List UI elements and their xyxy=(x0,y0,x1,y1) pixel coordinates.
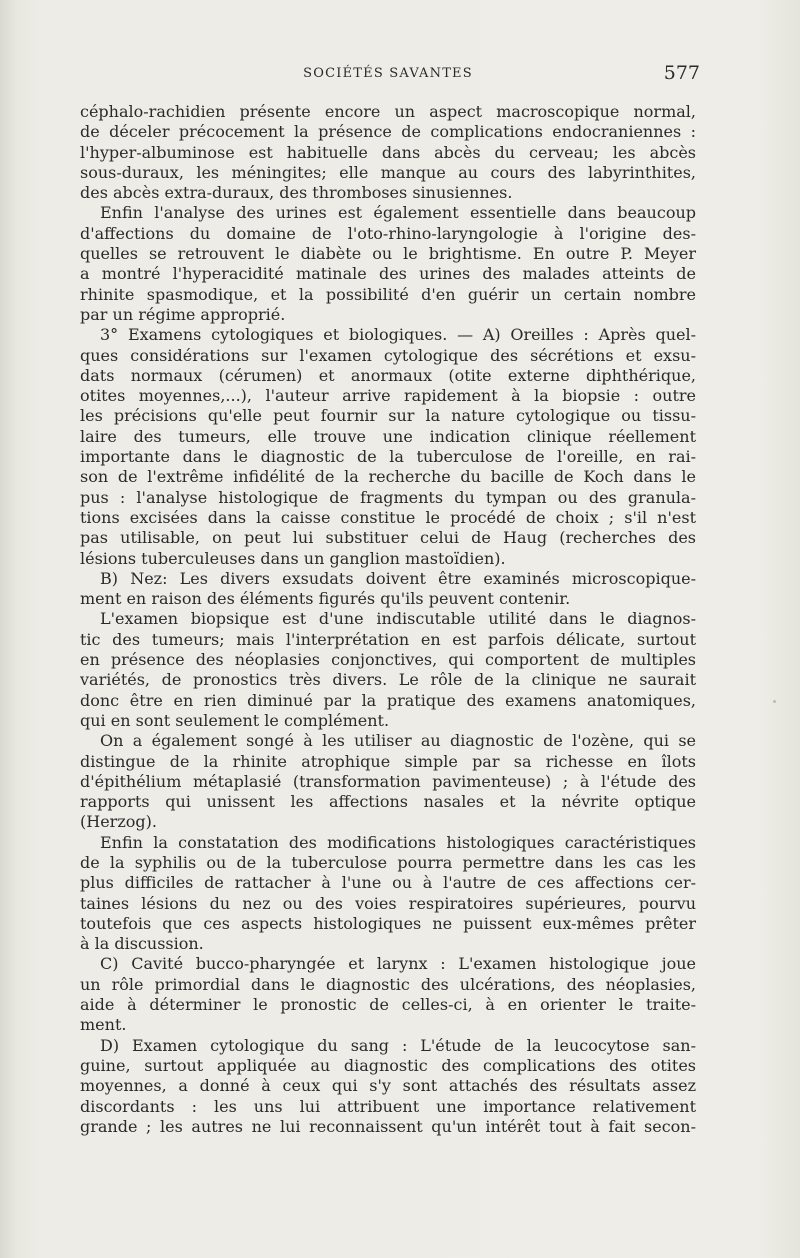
text-line: rapports qui unissent les affections nasales et la névrite optique xyxy=(80,792,696,812)
text-line: lésions tuberculeuses dans un ganglion mastoïdien). xyxy=(80,548,506,568)
text-line: sous-duraux, les méningites; elle manque au cours des labyrinthites, xyxy=(80,162,696,182)
text-line: d'affections du domaine de l'oto-rhino-laryngologie à l'origine des- xyxy=(80,223,696,243)
text-line: grande ; les autres ne lui reconnaissent qu'un intérêt tout à fait secon- xyxy=(80,1116,696,1136)
text-line: On a également songé à les utiliser au diagnostic de l'ozène, qui se xyxy=(100,731,696,751)
text-line: guine, surtout appliquée au diagnostic des complications des otites xyxy=(80,1055,696,1075)
text-line: moyennes, a donné à ceux qui s'y sont attachés des résultats assez xyxy=(80,1076,696,1096)
running-head: SOCIÉTÉS SAVANTES xyxy=(303,66,473,81)
text-line: de déceler précocement la présence de complications endocraniennes : xyxy=(80,122,696,142)
text-line: 3° Examens cytologiques et biologiques. — A) Oreilles : Après quel- xyxy=(100,325,696,345)
text-line: quelles se retrouvent le diabète ou le brightisme. En outre P. Meyer xyxy=(80,244,696,264)
text-line: l'hyper-albuminose est habituelle dans abcès du cerveau; les abcès xyxy=(80,142,696,162)
text-line: discordants : les uns lui attribuent une importance relativement xyxy=(80,1096,696,1116)
text-line: céphalo-rachidien présente encore un aspect macroscopique normal, xyxy=(80,102,696,121)
text-line: aide à déterminer le pronostic de celles-ci, à en orienter le traite- xyxy=(80,995,696,1015)
text-line: C) Cavité bucco-pharyngée et larynx : L'examen histologique joue xyxy=(100,954,696,974)
text-line: importante dans le diagnostic de la tuberculose de l'oreille, en rai- xyxy=(80,447,696,467)
text-line: distingue de la rhinite atrophique simple par sa richesse en îlots xyxy=(80,751,696,771)
text-line: toutefois que ces aspects histologiques ne puissent eux-mêmes prêter xyxy=(80,913,696,933)
text-line: (Herzog). xyxy=(80,812,157,832)
text-line: des abcès extra-duraux, des thromboses sinusiennes. xyxy=(80,183,513,203)
paper-speck xyxy=(773,700,776,703)
text-line: ment en raison des éléments figurés qu'ils peuvent contenir. xyxy=(80,589,571,609)
text-line: donc être en rien diminué par la pratique des examens anatomiques, xyxy=(80,690,696,710)
text-line: plus difficiles de rattacher à l'une ou à l'autre de ces affections cer- xyxy=(80,873,696,893)
text-line: tions excisées dans la caisse constitue le procédé de choix ; s'il n'est xyxy=(80,507,696,527)
text-line: pas utilisable, on peut lui substituer celui de Haug (recherches des xyxy=(80,528,696,548)
text-line: les précisions qu'elle peut fournir sur la nature cytologique ou tissu- xyxy=(80,406,696,426)
text-line: Enfin l'analyse des urines est également essentielle dans beaucoup xyxy=(100,203,696,223)
text-line: Enfin la constatation des modifications histologiques caractéristiques xyxy=(100,832,696,852)
text-line: laire des tumeurs, elle trouve une indication clinique réellement xyxy=(80,426,696,446)
text-line: en présence des néoplasies conjonctives, qui comportent de multiples xyxy=(80,650,696,670)
text-line: dats normaux (cérumen) et anormaux (otite externe diphthérique, xyxy=(80,365,696,385)
text-line: rhinite spasmodique, et la possibilité d'en guérir un certain nombre xyxy=(80,284,696,304)
text-line: son de l'extrême infidélité de la recherche du bacille de Koch dans le xyxy=(80,467,696,487)
text-line: qui en sont seulement le complément. xyxy=(80,710,390,730)
text-line: a montré l'hyperacidité matinale des urines des malades atteints de xyxy=(80,264,696,284)
text-line: tic des tumeurs; mais l'interprétation en est parfois délicate, surtout xyxy=(80,629,696,649)
body-text xyxy=(80,102,696,1137)
text-line: ques considérations sur l'examen cytologique des sécrétions et exsu- xyxy=(80,345,696,365)
text-line: par un régime approprié. xyxy=(80,304,286,324)
text-line: d'épithélium métaplasié (transformation pavimenteuse) ; à l'étude des xyxy=(80,771,696,791)
text-line: un rôle primordial dans le diagnostic des ulcérations, des néoplasies, xyxy=(80,974,696,994)
page-number: 577 xyxy=(663,62,700,84)
text-line: taines lésions du nez ou des voies respiratoires supérieures, pourvu xyxy=(80,893,696,913)
text-line: de la syphilis ou de la tuberculose pourra permettre dans les cas les xyxy=(80,852,696,872)
text-line: D) Examen cytologique du sang : L'étude de la leucocytose san- xyxy=(100,1035,696,1055)
text-line: à la discussion. xyxy=(80,934,204,954)
text-line: ment. xyxy=(80,1015,127,1035)
text-line: variétés, de pronostics très divers. Le rôle de la clinique ne saurait xyxy=(80,670,696,690)
text-line: L'examen biopsique est d'une indiscutable utilité dans le diagnos- xyxy=(100,609,696,629)
text-line: B) Nez: Les divers exsudats doivent être examinés microscopique- xyxy=(100,568,696,588)
text-line: pus : l'analyse histologique de fragments du tympan ou des granula- xyxy=(80,487,696,507)
page-header xyxy=(78,62,698,86)
text-line: otites moyennes,...), l'auteur arrive rapidement à la biopsie : outre xyxy=(80,386,696,406)
